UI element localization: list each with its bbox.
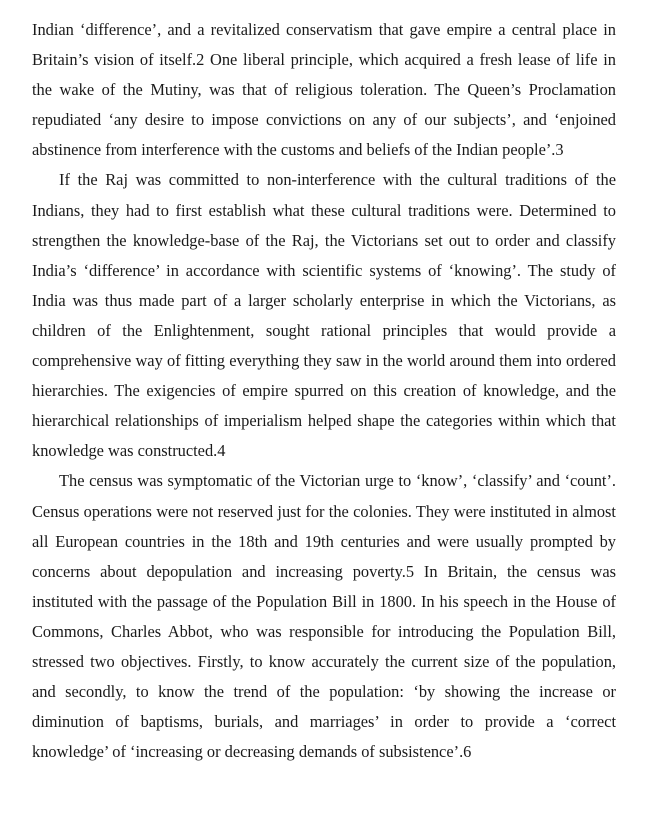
paragraph-1: Indian ‘difference’, and a revitalized conservatism that gave empire a central place in Britain’s vision of itself.2 One liberal principle, which acquired a fresh lease of life in the wake of the Mutiny, was that of religious toleration. The Queen’s Proclamation repudiated ‘any desire to impose convictions on any of our subjects’, and ‘enjoined abstinence from interference with the customs and beliefs of the Indian people’.3 xyxy=(32,20,616,160)
paragraph-3: The census was symptomatic of the Victorian urge to ‘know’, ‘classify’ and ‘count’. Census operations were not reserved just for the colonies. They were instituted in almost all European countries in the 18th and 19th centuries and were usually prompted by concerns about depopulation and increasing poverty.5 In Britain, the census was instituted with the passage of the Population Bill in 1800. In his speech in the House of Commons, Charles Abbot, who was responsible for introducing the Population Bill, stressed two objectives. Firstly, to know accurately the current size of the population, and secondly, to know the trend of the population: ‘by showing the increase or diminution of baptisms, burials, and marriages’ in order to provide a ‘correct knowledge’ of ‘increasing or decreasing demands of subsistence’.6 xyxy=(32,471,616,762)
document-page xyxy=(32,15,616,767)
paragraph-2: If the Raj was committed to non-interference with the cultural traditions of the Indians, they had to first establish what these cultural traditions were. Determined to strengthen the knowledge-base of the Raj, the Victorians set out to order and classify India’s ‘difference’ in accordance with scientific systems of ‘knowing’. The study of India was thus made part of a larger scholarly enterprise in which the Victorians, as children of the Enlightenment, sought rational principles that would provide a comprehensive way of fitting everything they saw in the world around them into ordered hierarchies. The exigencies of empire spurred on this creation of knowledge, and the hierarchical relationships of imperialism helped shape the categories within which that knowledge was constructed.4 xyxy=(32,170,616,461)
